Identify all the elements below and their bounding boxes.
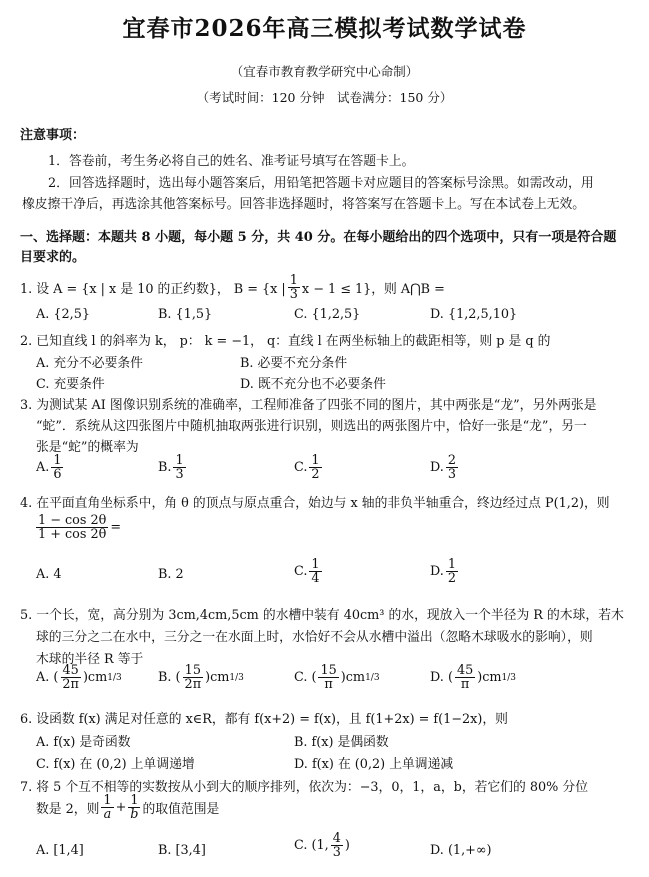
question-5-line-1: 5. 一个长，宽，高分别为 3cm,4cm,5cm 的水槽中装有 40cm³ 的水，现放入一个半径为 R 的木球，若木 (20, 608, 624, 623)
q5-a-unit: )cm (82, 670, 108, 686)
q4-option-b: B. 2 (158, 567, 184, 582)
q1-option-d: D. {1,2,5,10} (430, 307, 518, 322)
q7-option-c (294, 832, 350, 860)
q7-c-num: 4 (332, 831, 341, 846)
q5-a-label: A. ( (36, 670, 59, 686)
question-5-line-2: 球的三分之二在水中，三分之一在水面上时，水恰好不会从水槽中溢出（忽略木球吸水的影响），则 (36, 630, 593, 645)
q2-option-a: A. 充分不必要条件 (36, 356, 143, 371)
q3-a-num: 1 (53, 453, 62, 468)
page-subtitle: （宜春市教育教学研究中心命制） (230, 64, 419, 79)
q5-a-fraction (60, 664, 81, 692)
q5-d-label: D. ( (430, 670, 453, 686)
notice-item-1: 1．答卷前，考生务必将自己的姓名、准考证号填写在答题卡上。 (48, 154, 415, 169)
q3-d-num: 2 (447, 453, 457, 468)
q3-d-label: D. (430, 460, 444, 476)
q3-d-fraction (446, 454, 458, 482)
q5-c-unit: )cm (340, 670, 366, 686)
q4-option-c (294, 558, 324, 586)
question-5-line-3: 木球的半径 R 等于 (36, 652, 144, 667)
q3-a-den: 6 (53, 467, 62, 483)
q7-option-a: A. [1,4] (36, 843, 84, 858)
q2-option-d: D. 既不充分也不必要条件 (240, 377, 386, 392)
q4-d-fraction (446, 558, 458, 586)
exam-info: （考试时间：120 分钟 试卷满分：150 分） (196, 90, 453, 105)
q4-expr-num: 1 − cos 2θ (38, 513, 107, 528)
q4-c-den: 4 (311, 571, 320, 587)
q4-c-label: C. (294, 564, 308, 580)
q4-expression (34, 514, 121, 542)
q5-option-c (294, 664, 380, 692)
q3-b-num: 1 (175, 453, 184, 468)
notice-item-2-line-2: 橡皮擦干净后，再选涂其他答案标号。回答非选择题时，将答案写在答题卡上。写在本试卷上无效。 (22, 197, 586, 212)
q5-d-den: π (460, 677, 470, 693)
q7-option-b: B. [3,4] (158, 843, 206, 858)
q5-option-b (158, 664, 244, 692)
q5-b-label: B. ( (158, 670, 181, 686)
q7-f2-num: 1 (130, 793, 139, 808)
q3-c-den: 2 (311, 467, 320, 483)
q1-option-b: B. {1,5} (158, 307, 213, 322)
q1-option-c: C. {1,2,5} (294, 307, 361, 322)
q4-expr-eq: = (110, 520, 122, 536)
q3-b-den: 3 (175, 467, 184, 483)
q4-d-den: 2 (447, 571, 457, 587)
q7-c-label: C. (1, (294, 838, 329, 854)
q6-option-c: C. f(x) 在 (0,2) 上单调递增 (36, 757, 195, 772)
q5-d-fraction (455, 664, 475, 692)
question-3-line-2: “蛇”．系统从这四张图片中随机抽取两张进行识别，则选出的两张图片中，恰好一张是“龙”，另一 (36, 419, 587, 434)
q3-d-den: 3 (447, 467, 457, 483)
q5-b-exp: 1/3 (229, 672, 244, 683)
q5-c-fraction (318, 664, 338, 692)
q5-b-den: 2π (184, 677, 202, 693)
page-title: 宜春市2026年高三模拟考试数学试卷 (122, 15, 527, 42)
question-3-line-1: 3. 为测试某 AI 图像识别系统的准确率，工程师准备了四张不同的图片，其中两张是“龙”，另外两张是 (20, 398, 597, 413)
q4-option-a: A. 4 (36, 567, 62, 582)
q3-option-b (158, 454, 188, 482)
q5-b-unit: )cm (205, 670, 230, 686)
q3-option-a (36, 454, 65, 482)
q6-option-b: B. f(x) 是偶函数 (294, 735, 389, 750)
q7-plus: + (115, 800, 127, 816)
q1-frac-num: 1 (289, 273, 298, 288)
question-4-line-1: 4. 在平面直角坐标系中，角 θ 的顶点与原点重合，始边与 x 轴的非负半轴重合，终边经过点 P(1,2)，则 (20, 496, 610, 511)
q1-option-a: A. {2,5} (36, 307, 91, 322)
q4-c-num: 1 (311, 557, 320, 572)
q3-option-d (430, 454, 460, 482)
q5-a-den: 2π (62, 677, 79, 693)
q3-b-fraction (173, 454, 185, 482)
q3-a-label: A. (36, 460, 50, 476)
q4-d-num: 1 (447, 557, 457, 572)
q3-a-fraction (51, 454, 63, 482)
q7-option-d: D. (1,+∞) (430, 843, 492, 858)
notice-heading: 注意事项： (20, 128, 86, 143)
q7-f2-den: b (130, 807, 139, 823)
q5-a-num: 45 (62, 663, 79, 678)
q7-c-fraction (331, 832, 343, 860)
q3-option-c (294, 454, 324, 482)
q3-c-label: C. (294, 460, 308, 476)
q6-option-a: A. f(x) 是奇函数 (36, 735, 131, 750)
q7-fraction-1 (101, 794, 113, 822)
q5-c-label: C. ( (294, 670, 317, 686)
q1-prefix: 1. 设 A = {x | x 是 10 的正约数}， B = {x | (20, 282, 286, 298)
q7-c-close: ) (344, 838, 350, 854)
q1-frac-den: 3 (289, 287, 298, 303)
q7-f1-den: a (103, 807, 112, 823)
q7-line2-suffix: 的取值范围是 (142, 802, 220, 818)
q5-a-exp: 1/3 (107, 672, 122, 683)
q4-d-label: D. (430, 564, 444, 580)
q4-c-fraction (309, 558, 321, 586)
q7-line2-prefix: 数是 2，则 (36, 802, 100, 818)
q5-d-unit: )cm (477, 670, 502, 686)
q4-expr-den: 1 + cos 2θ (38, 527, 107, 543)
question-7-line-1: 7. 将 5 个互不相等的实数按从小到大的顺序排列，依次为：−3，0，1，a，b，若它们的 80% 分位 (20, 780, 588, 795)
question-1-stem (20, 274, 445, 302)
q5-d-exp: 1/3 (501, 672, 517, 683)
q5-d-num: 45 (456, 663, 474, 678)
q6-option-d: D. f(x) 在 (0,2) 上单调递减 (294, 757, 454, 772)
q5-c-den: π (324, 677, 333, 693)
q7-f1-num: 1 (103, 793, 112, 808)
question-3-line-3: 张是“蛇”的概率为 (36, 440, 139, 455)
q5-c-exp: 1/3 (365, 672, 380, 683)
q4-option-d (430, 558, 460, 586)
notice-item-2-line-1: 2．回答选择题时，选出每小题答案后，用铅笔把答题卡对应题目的答案标号涂黑。如需改动，用 (48, 176, 594, 191)
q1-suffix: x − 1 ≤ 1}，则 A⋂B = (301, 282, 445, 298)
q5-b-fraction (183, 664, 204, 692)
section-heading-line-2: 目要求的。 (20, 250, 86, 265)
q1-fraction (288, 274, 300, 302)
q4-expr-fraction (36, 514, 108, 542)
q2-option-b: B. 必要不充分条件 (240, 356, 348, 371)
q7-c-den: 3 (332, 845, 341, 861)
q2-option-c: C. 充要条件 (36, 377, 105, 392)
section-heading-line-1: 一、选择题：本题共 8 小题，每小题 5 分，共 40 分。在每小题给出的四个选项中，只有一项是符合题 (20, 230, 617, 245)
question-7-line-2 (36, 794, 219, 822)
q5-b-num: 15 (184, 663, 201, 678)
q5-option-d (430, 664, 516, 692)
q5-c-num: 15 (320, 663, 337, 678)
q3-b-label: B. (158, 460, 172, 476)
q3-c-num: 1 (311, 453, 320, 468)
question-6-stem: 6. 设函数 f(x) 满足对任意的 x∈R，都有 f(x+2) = f(x)，且 f(1+2x) = f(1−2x)，则 (20, 712, 508, 727)
question-2-stem: 2. 已知直线 l 的斜率为 k， p： k = −1， q：直线 l 在两坐标轴上的截距相等，则 p 是 q 的 (20, 334, 551, 349)
q7-fraction-2 (128, 794, 140, 822)
q5-option-a (36, 664, 122, 692)
q3-c-fraction (309, 454, 321, 482)
